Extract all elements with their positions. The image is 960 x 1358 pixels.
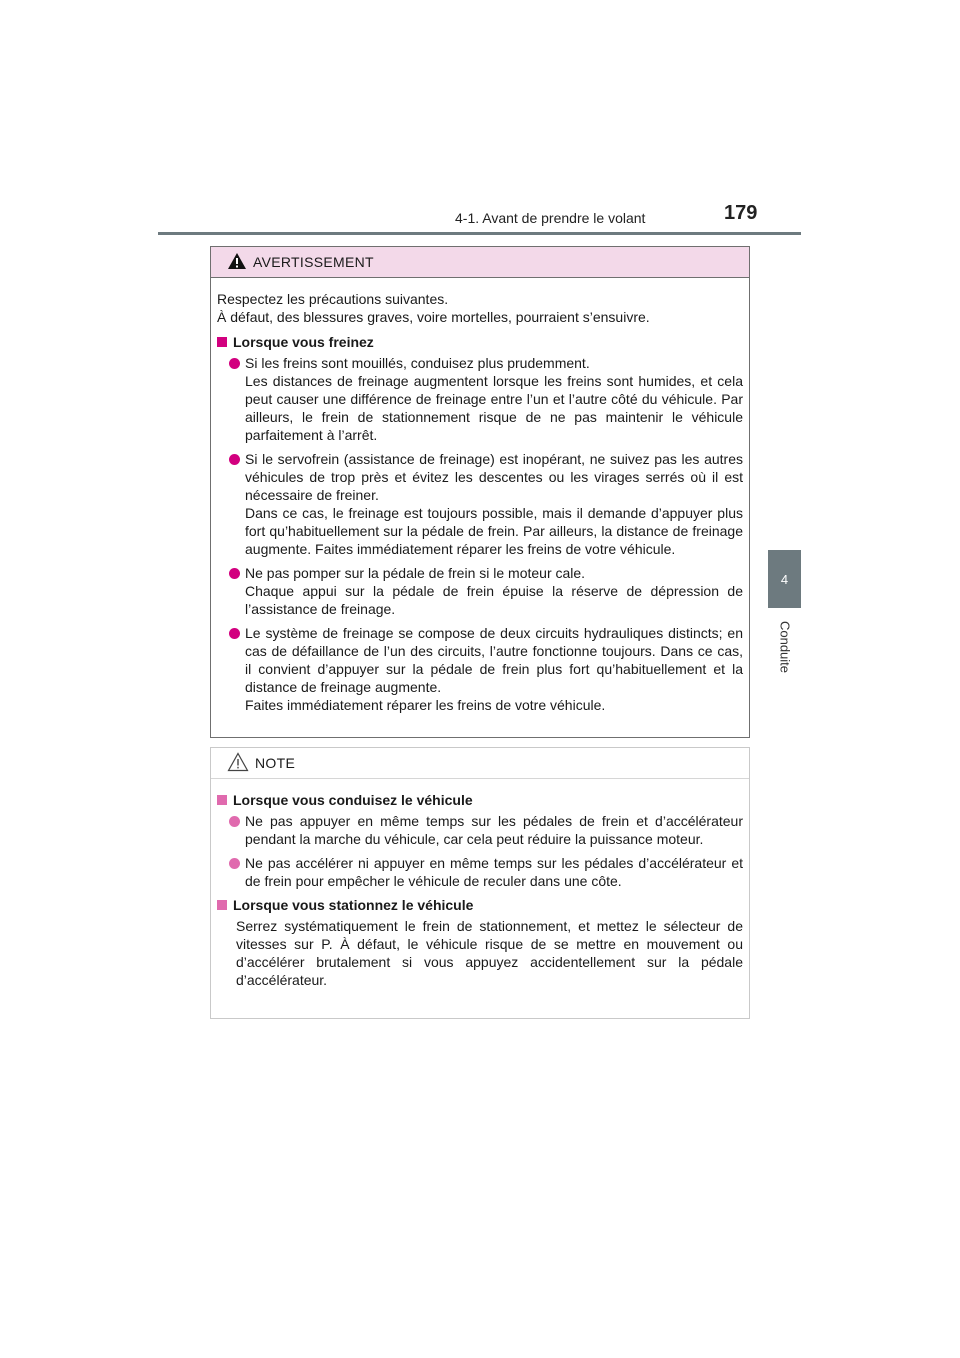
round-bullet-icon: [229, 816, 240, 827]
round-bullet-icon: [229, 858, 240, 869]
note-paragraph: [236, 917, 743, 989]
item-line: Le système de freinage se compose de deux circuits hydrauliques distincts; en cas de défaillance de l’un des circuits, l’autre fonctionne toujours. Dans ce cas, il convient d’appuyer sur la pédale de frein plus fort qu’habituellement et la distance de freinage augmente.: [245, 625, 743, 695]
item-line: Faites immédiatement réparer les freins de votre véhicule.: [245, 697, 606, 713]
list-item: [229, 450, 743, 558]
note-section-title-text: Lorsque vous conduisez le véhicule: [233, 792, 473, 808]
chapter-label: Conduite: [777, 620, 793, 674]
warning-header: [211, 247, 749, 278]
item-line: Dans ce cas, le freinage est toujours possible, mais il demande d’appuyer plus fort qu’habituellement sur la pédale de frein. Par ailleurs, la distance de freinage augmente. Faites immédiatement réparer les freins de votre véhicule.: [245, 505, 743, 557]
warning-box: [210, 246, 750, 738]
warning-body: [211, 278, 749, 714]
page-number: 179: [724, 202, 758, 224]
round-bullet-icon: [229, 358, 240, 369]
round-bullet-icon: [229, 454, 240, 465]
item-line: Si les freins sont mouillés, conduisez plus prudemment.: [245, 355, 590, 371]
item-line: Chaque appui sur la pédale de frein épuise la réserve de dépression de l’assistance de freinage.: [245, 583, 743, 617]
note-paragraph-text: Serrez systématiquement le frein de stationnement, et mettez le sélecteur de vitesses sur P. À défaut, le véhicule risque de se mettre en mouvement ou d’accélérer brutalement si vous appuyez accidentellement sur la pédale d’accélérateur.: [236, 918, 743, 988]
warning-intro-line: À défaut, des blessures graves, voire mortelles, pourraient s’ensuivre.: [217, 309, 650, 325]
note-header: [211, 748, 749, 779]
list-item: [229, 854, 743, 890]
note-section-title: [217, 791, 743, 809]
note-section-title: [217, 896, 743, 914]
square-bullet-icon: [217, 795, 227, 805]
warning-intro: [217, 290, 743, 326]
chapter-tab: [768, 550, 801, 608]
warning-section-title: [217, 333, 743, 351]
list-item: [229, 354, 743, 444]
list-item: [229, 624, 743, 714]
round-bullet-icon: [229, 568, 240, 579]
square-bullet-icon: [217, 900, 227, 910]
note-body: [211, 779, 749, 989]
round-bullet-icon: [229, 628, 240, 639]
item-line: Ne pas appuyer en même temps sur les pédales de frein et d’accélérateur pendant la marche du véhicule, car cela peut réduire la puissance moteur.: [245, 813, 743, 847]
header-rule: [158, 232, 801, 235]
note-section-title-text: Lorsque vous stationnez le véhicule: [233, 897, 474, 913]
warning-triangle-icon: [227, 252, 247, 273]
warning-title: AVERTISSEMENT: [253, 254, 374, 270]
header-section-title: 4-1. Avant de prendre le volant: [455, 210, 646, 226]
item-line: Ne pas pomper sur la pédale de frein si le moteur cale.: [245, 565, 586, 581]
warning-intro-line: Respectez les précautions suivantes.: [217, 291, 449, 307]
item-line: Les distances de freinage augmentent lorsque les freins sont humides, et cela peut causer une différence de freinage entre l’un et l’autre côté du véhicule. Par ailleurs, le frein de stationnement risque de ne pas maintenir le véhicule parfaitement à l’arrêt.: [245, 373, 743, 443]
square-bullet-icon: [217, 337, 227, 347]
item-line: Si le servofrein (assistance de freinage) est inopérant, ne suivez pas les autres véhicules de trop près et évitez les descentes ou les virages serrés où il est nécessaire de freiner.: [245, 451, 743, 503]
note-title: NOTE: [255, 755, 296, 771]
item-line: Ne pas accélérer ni appuyer en même temps sur les pédales d’accélérateur et de frein pour empêcher le véhicule de reculer dans une côte.: [245, 855, 743, 889]
note-box: [210, 747, 750, 1019]
list-item: [229, 812, 743, 848]
list-item: [229, 564, 743, 618]
caution-outline-icon: [227, 752, 249, 775]
warning-section-title-text: Lorsque vous freinez: [233, 334, 374, 350]
chapter-number: 4: [780, 571, 789, 587]
